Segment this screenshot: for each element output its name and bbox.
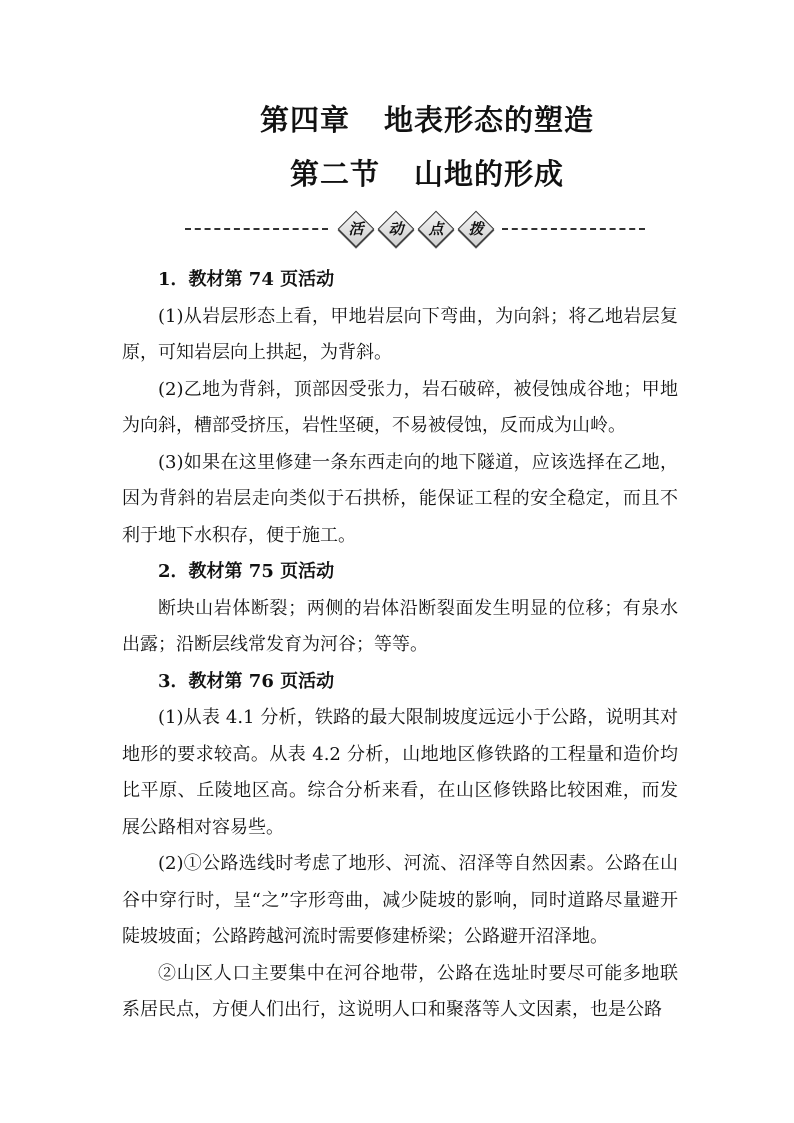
- paragraph: (1)从岩层形态上看，甲地岩层向下弯曲，为向斜；将乙地岩层复原，可知岩层向上拱起，为背斜。: [122, 305, 678, 363]
- paragraph: (3)如果在这里修建一条东西走向的地下隧道，应该选择在乙地，因为背斜的岩层走向类似于石拱桥，能保证工程的安全稳定，而且不利于地下水积存，便于施工。: [122, 451, 678, 546]
- document-body: [122, 262, 678, 1029]
- banner-badge-char: 拨: [468, 220, 484, 238]
- banner-badge-2: [378, 211, 414, 247]
- paragraph: 断块山岩体断裂；两侧的岩体沿断裂面发生明显的位移；有泉水出露；沿断层线常发育为河谷；等等。: [122, 597, 678, 655]
- section-heading-2: 2．教材第 75 页活动: [158, 561, 335, 582]
- banner-badges: [338, 211, 498, 247]
- paragraph: (1)从表 4.1 分析，铁路的最大限制坡度远远小于公路，说明其对地形的要求较高。从表 4.2 分析，山地地区修铁路的工程量和造价均比平原、丘陵地区高。综合分析来看，在山区修铁路比较困难，而发展公路相对容易些。: [122, 707, 678, 838]
- section-heading-1: 1．教材第 74 页活动: [158, 269, 335, 290]
- banner-dashed-rule-right: [502, 228, 645, 230]
- paragraph: (2)乙地为背斜，顶部因受张力，岩石破碎，被侵蚀成谷地；甲地为向斜，槽部受挤压，岩性坚硬，不易被侵蚀，反而成为山岭。: [122, 378, 678, 436]
- banner-badge-char: 动: [388, 220, 404, 238]
- paragraph: ②山区人口主要集中在河谷地带，公路在选址时要尽可能多地联系居民点，方便人们出行，这说明人口和聚落等人文因素，也是公路: [122, 962, 678, 1020]
- banner-badge-3: [418, 211, 454, 247]
- banner-badge-1: [338, 211, 374, 247]
- banner-badge-4: [458, 211, 494, 247]
- section-number: 第二节: [289, 157, 380, 191]
- chapter-name: 地表形态的塑造: [384, 103, 595, 137]
- section-heading-3: 3．教材第 76 页活动: [158, 670, 335, 692]
- section-name: 山地的形成: [414, 157, 565, 191]
- activity-tips-banner: [185, 208, 645, 250]
- chapter-title: [0, 98, 794, 139]
- banner-badge-char: 活: [348, 220, 364, 238]
- paragraph: (2)①公路选线时考虑了地形、河流、沼泽等自然因素。公路在山谷中穿行时，呈“之”字形弯曲，减少陡坡的影响，同时道路尽量避开陡坡坡面；公路跨越河流时需要修建桥梁；公路避开沼泽地。: [122, 853, 678, 947]
- banner-dashed-rule-left: [185, 228, 328, 230]
- chapter-number: 第四章: [259, 103, 350, 137]
- banner-badge-char: 点: [428, 220, 444, 238]
- section-title: [0, 152, 794, 193]
